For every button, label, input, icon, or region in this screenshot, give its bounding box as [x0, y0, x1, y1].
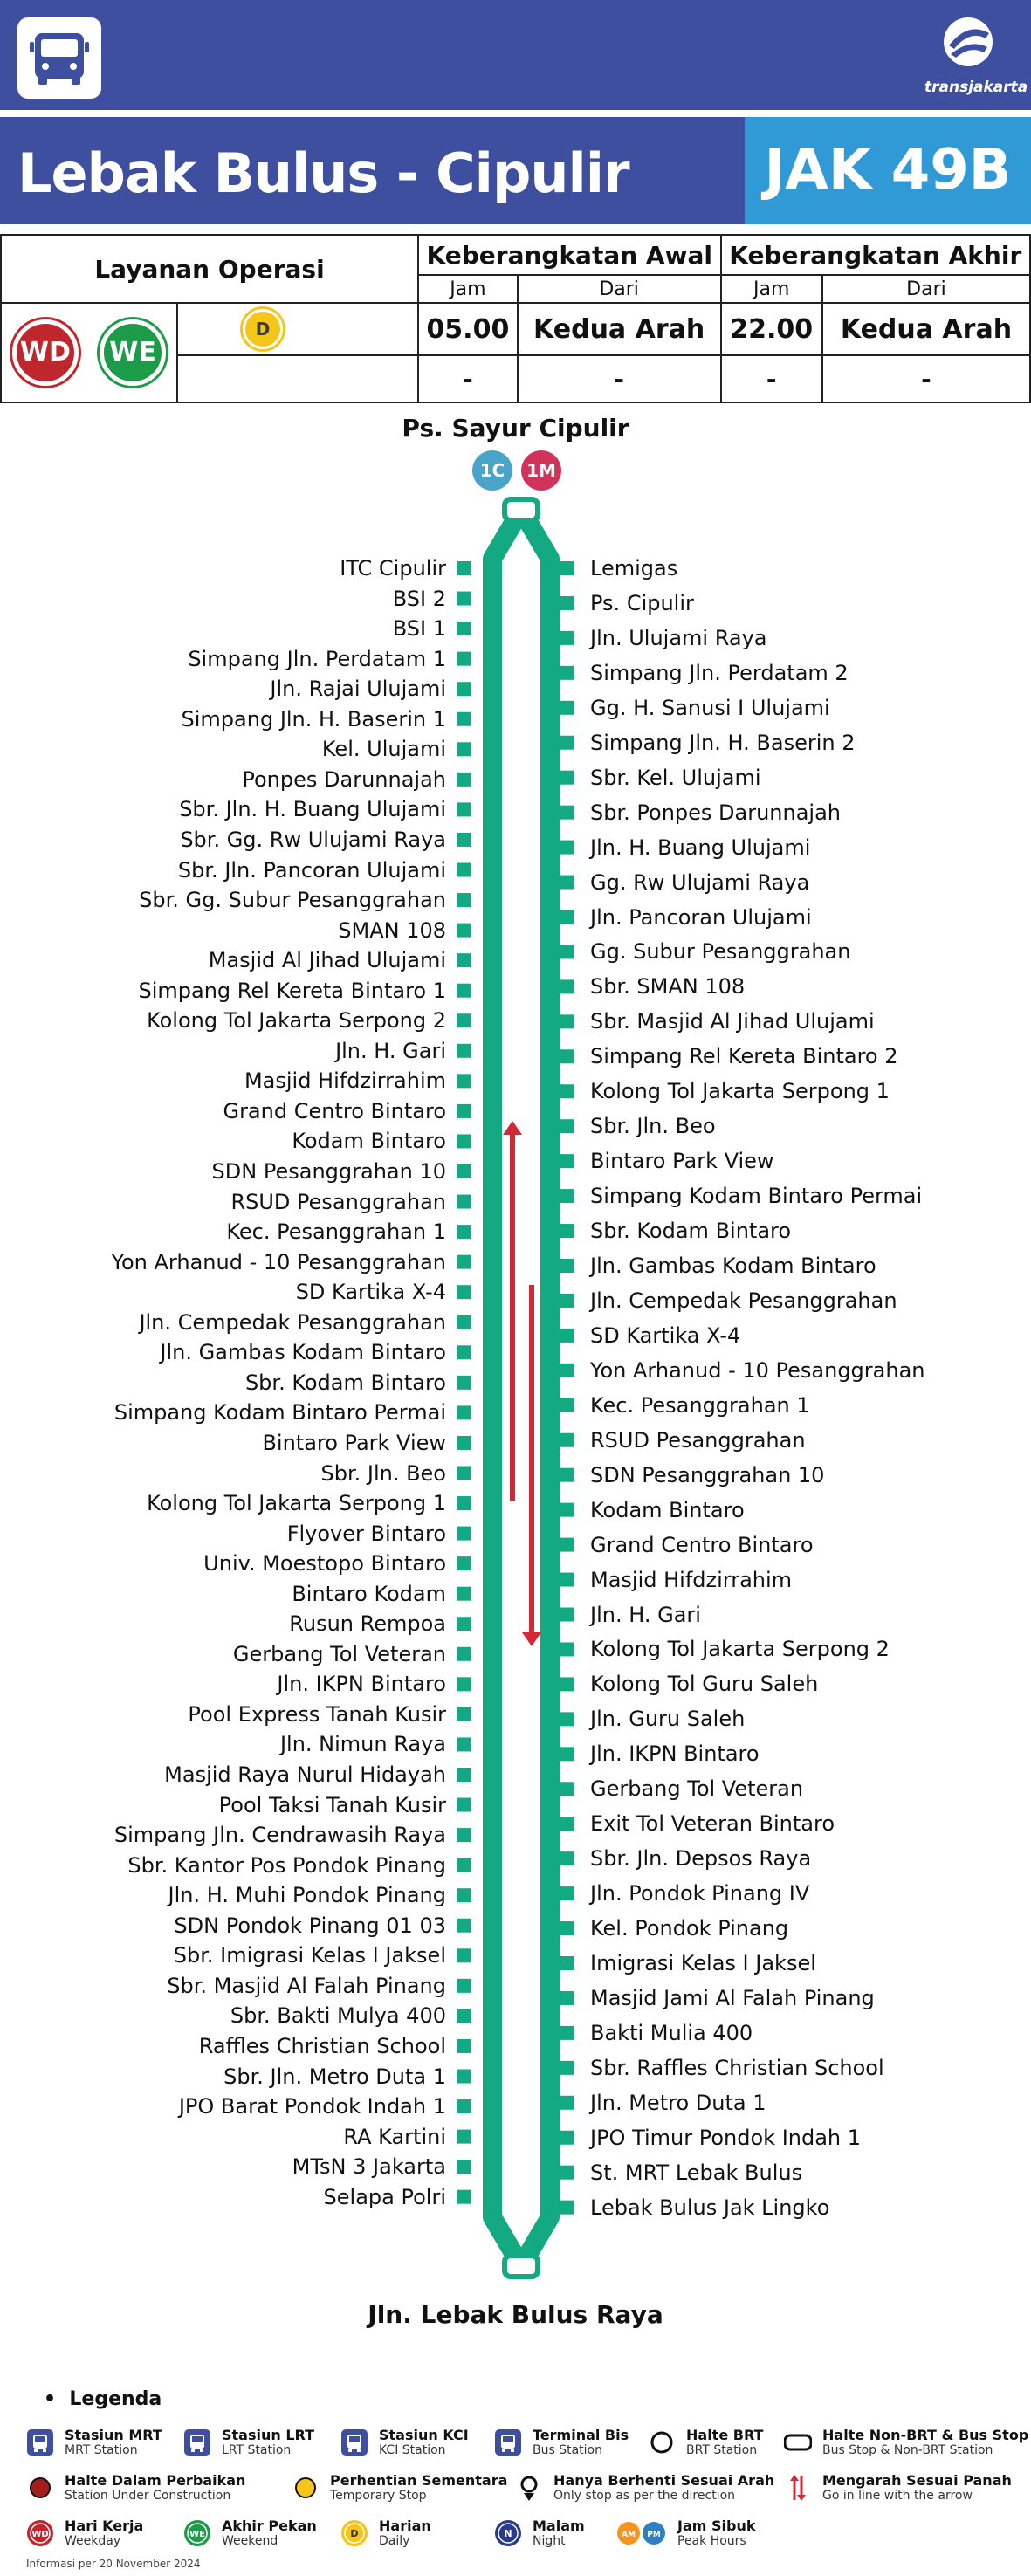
left-stop-marker: [457, 742, 471, 756]
right-stop-marker: [560, 1154, 574, 1168]
right-stop-marker: [560, 1817, 574, 1831]
left-stop: BSI 2: [392, 586, 446, 611]
left-stop-marker: [457, 984, 471, 998]
night-badge-icon: [494, 2519, 522, 2547]
right-stop-marker: [560, 1851, 574, 1865]
right-stop: Jln. Cempedak Pesanggrahan: [590, 1288, 897, 1313]
left-stop-marker: [457, 1345, 471, 1359]
directional-stop-icon: [515, 2474, 543, 2502]
left-stop-marker: [457, 2160, 471, 2174]
left-stop: Yon Arhanud - 10 Pesanggrahan: [111, 1249, 446, 1274]
left-stop-marker: [457, 1888, 471, 1902]
legend-item-subtitle: Weekday: [65, 2534, 121, 2548]
right-stop: Bakti Mulia 400: [590, 2020, 753, 2045]
right-stop: Jln. H. Gari: [590, 1602, 701, 1627]
left-stop-marker: [457, 682, 471, 696]
left-stop-marker: [457, 1527, 471, 1541]
right-stop-marker: [560, 1956, 574, 1970]
right-stop-marker: [560, 1747, 574, 1761]
left-stop: Kolong Tol Jakarta Serpong 1: [147, 1491, 446, 1516]
legend-item-title: Hanya Berhenti Sesuai Arah: [553, 2472, 775, 2489]
legend-item-title: Halte BRT: [686, 2427, 764, 2443]
right-stop-marker: [560, 1014, 574, 1028]
legend-item-subtitle: Bus Stop & Non-BRT Station: [822, 2443, 993, 2457]
weekend-badge-icon: WE: [100, 319, 166, 386]
right-stop: Simpang Jln. H. Baserin 2: [590, 730, 856, 755]
right-stop: Sbr. Jln. Depsos Raya: [590, 1846, 812, 1872]
left-stop: Sbr. Imigrasi Kelas I Jaksel: [173, 1943, 446, 1968]
right-stop: JPO Timur Pondok Indah 1: [590, 2125, 862, 2150]
right-stop-marker: [560, 1503, 574, 1517]
left-stop-marker: [457, 1737, 471, 1751]
first-jam-header: Jam: [418, 275, 518, 303]
right-stop-marker: [560, 1224, 574, 1238]
right-stop-marker: [560, 2166, 574, 2180]
direction-arrows-icon: [784, 2474, 812, 2502]
svg-text:WE: WE: [189, 2530, 205, 2539]
right-stop-marker: [560, 1329, 574, 1343]
legend-item-subtitle: Temporary Stop: [330, 2489, 427, 2503]
legend-item-subtitle: Bus Station: [533, 2443, 602, 2457]
left-stop: Masjid Raya Nurul Hidayah: [164, 1762, 446, 1787]
service-label: Layanan Operasi: [1, 235, 418, 303]
legend-item-subtitle: MRT Station: [65, 2443, 138, 2457]
top-terminal: Ps. Sayur Cipulir: [402, 414, 629, 443]
right-stop-marker: [560, 910, 574, 924]
left-stop: Simpang Rel Kereta Bintaro 1: [138, 978, 446, 1003]
left-stop: Sbr. Jln. Beo: [320, 1460, 446, 1486]
right-stop-marker: [560, 1712, 574, 1726]
legend-item-subtitle: Night: [533, 2534, 566, 2548]
left-stop: Kolong Tol Jakarta Serpong 2: [147, 1008, 446, 1034]
left-stop-marker: [457, 1164, 471, 1178]
temporary-stop-icon: [292, 2474, 320, 2502]
right-stop-marker: [560, 561, 574, 575]
left-stop-marker: [457, 2070, 471, 2084]
legend-item-subtitle: Station Under Construction: [65, 2489, 231, 2503]
left-stop: Jln. Gambas Kodam Bintaro: [160, 1340, 446, 1365]
right-stop-marker: [560, 2026, 574, 2040]
right-stop-marker: [560, 1049, 574, 1063]
right-stop-marker: [560, 1573, 574, 1587]
left-stop: Bintaro Park View: [262, 1430, 446, 1455]
right-stop-marker: [560, 1782, 574, 1796]
left-stop: Flyover Bintaro: [286, 1521, 446, 1546]
right-stop-marker: [560, 736, 574, 750]
right-stop: Sbr. Raffles Christian School: [590, 2055, 884, 2080]
right-stop: Kel. Pondok Pinang: [590, 1916, 789, 1941]
right-stop-marker: [560, 1433, 574, 1447]
left-stop-marker: [457, 1677, 471, 1691]
right-stop: Sbr. SMAN 108: [590, 974, 746, 999]
right-stop-marker: [560, 1189, 574, 1203]
legend-item-subtitle: BRT Station: [686, 2443, 758, 2457]
right-stop: Lebak Bulus Jak Lingko: [590, 2195, 830, 2220]
left-stop-marker: [457, 622, 471, 635]
left-stop: Sbr. Gg. Rw Ulujami Raya: [180, 827, 446, 852]
connection-badge-1c: 1C: [472, 450, 512, 491]
mrt-station-icon: [26, 2428, 54, 2456]
left-stop: Jln. Rajai Ulujami: [270, 677, 446, 702]
left-stop-marker: [457, 1587, 471, 1601]
left-stop: Jln. H. Gari: [335, 1038, 446, 1063]
right-stop: Sbr. Ponpes Darunnajah: [590, 800, 842, 825]
right-stop-marker: [560, 806, 574, 820]
legend-item-subtitle: Go in line with the arrow: [822, 2489, 973, 2503]
left-stop-marker: [457, 2099, 471, 2113]
top-terminal-marker: [505, 499, 538, 520]
left-stop-marker: [457, 1315, 471, 1329]
right-stop: Sbr. Kel. Ulujami: [590, 765, 761, 790]
right-stop-marker: [560, 2061, 574, 2075]
left-stop-marker: [457, 1496, 471, 1510]
last-time-2: -: [721, 355, 822, 402]
right-stop-marker: [560, 1921, 574, 1935]
right-stop-marker: [560, 945, 574, 958]
left-stop-marker: [457, 1134, 471, 1148]
first-from: Kedua Arah: [518, 303, 721, 355]
right-stop: Yon Arhanud - 10 Pesanggrahan: [590, 1357, 925, 1383]
right-stop: Kolong Tol Guru Saleh: [590, 1672, 819, 1697]
route-title: Lebak Bulus - Cipulir: [17, 141, 629, 205]
left-stop-marker: [457, 561, 471, 575]
right-stop: Jln. Gambas Kodam Bintaro: [590, 1254, 876, 1278]
left-stop: Sbr. Jln. Metro Duta 1: [223, 2064, 446, 2089]
left-stop-marker: [457, 652, 471, 666]
left-stop: Masjid Al Jihad Ulujami: [208, 948, 446, 973]
left-stop: SDN Pondok Pinang 01 03: [174, 1913, 446, 1938]
left-stop: Grand Centro Bintaro: [223, 1098, 446, 1123]
left-stop: Jln. H. Muhi Pondok Pinang: [168, 1883, 446, 1908]
right-stop: Exit Tol Veteran Bintaro: [590, 1811, 835, 1837]
left-stop: ITC Cipulir: [340, 556, 446, 580]
brt-stop-icon: [648, 2428, 676, 2456]
right-stop: Jln. IKPN Bintaro: [590, 1741, 760, 1767]
legend-item-title: Hari Kerja: [65, 2518, 144, 2534]
left-stop: Gerbang Tol Veteran: [232, 1641, 446, 1666]
left-stop-marker: [457, 592, 471, 606]
left-stop: Sbr. Masjid Al Falah Pinang: [167, 1973, 446, 1998]
connection-badge-1m: 1M: [521, 450, 561, 491]
footnote: Informasi per 20 November 2024: [26, 2558, 201, 2570]
right-stop-marker: [560, 1468, 574, 1482]
legend-item-title: Halte Dalam Perbaikan: [65, 2472, 246, 2489]
left-stop-marker: [457, 712, 471, 726]
left-stop-marker: [457, 1376, 471, 1390]
legend-item-subtitle: Weekend: [222, 2534, 278, 2548]
right-stop: Kolong Tol Jakarta Serpong 1: [590, 1079, 890, 1104]
left-stop: MTsN 3 Jakarta: [292, 2154, 446, 2180]
left-stop: Simpang Jln. H. Baserin 1: [181, 706, 446, 732]
legend-item-title: Akhir Pekan: [222, 2518, 317, 2534]
left-stop-marker: [457, 773, 471, 787]
left-stop-marker: [457, 1707, 471, 1721]
left-stop-marker: [457, 1919, 471, 1933]
right-stop-marker: [560, 1608, 574, 1622]
right-stop: RSUD Pesanggrahan: [590, 1427, 806, 1453]
left-stop-marker: [457, 1074, 471, 1088]
right-stop-marker: [560, 771, 574, 785]
right-stop-marker: [560, 1119, 574, 1133]
left-stop-marker: [457, 1104, 471, 1118]
left-stop: Sbr. Jln. Pancoran Ulujami: [177, 857, 446, 883]
last-jam-header: Jam: [721, 275, 822, 303]
left-stop: Kodam Bintaro: [292, 1129, 446, 1154]
left-stop: Kec. Pesanggrahan 1: [226, 1219, 446, 1245]
left-stop-marker: [457, 863, 471, 877]
svg-text:AM: AM: [622, 2531, 636, 2539]
weekend-badge-icon: [183, 2519, 211, 2547]
left-stop: Pool Taksi Tanah Kusir: [218, 1792, 446, 1817]
right-stop-marker: [560, 701, 574, 715]
left-stop-marker: [457, 1979, 471, 1993]
left-stop: Raffles Christian School: [198, 2033, 446, 2058]
right-stop: Jln. Pondok Pinang IV: [590, 1881, 810, 1906]
right-stop: Ps. Cipulir: [590, 590, 694, 615]
legend-item-subtitle: KCI Station: [379, 2443, 446, 2457]
left-stop: JPO Barat Pondok Indah 1: [178, 2094, 446, 2119]
right-stop-marker: [560, 1886, 574, 1900]
left-stop: SMAN 108: [338, 917, 446, 943]
right-stop: St. MRT Lebak Bulus: [590, 2160, 803, 2185]
legend-item-title: Malam: [533, 2518, 585, 2534]
left-stop: Jln. Nimun Raya: [279, 1732, 446, 1757]
lrt-station-icon: [183, 2428, 211, 2456]
right-stop: Gg. Subur Pesanggrahan: [590, 939, 851, 965]
right-stop: Jln. H. Buang Ulujami: [590, 835, 811, 860]
left-stop: Rusun Rempoa: [289, 1611, 446, 1637]
right-stop-marker: [560, 2096, 574, 2110]
right-stop: Simpang Jln. Perdatam 2: [590, 660, 849, 685]
right-stop: Masjid Jami Al Falah Pinang: [590, 1985, 875, 2010]
right-stop: Kodam Bintaro: [590, 1497, 745, 1522]
right-stop-marker: [560, 631, 574, 645]
daily-badge-icon: D: [243, 309, 283, 349]
right-stop: Simpang Kodam Bintaro Permai: [590, 1184, 923, 1209]
left-stop: SDN Pesanggrahan 10: [211, 1159, 446, 1184]
left-stop: Sbr. Kantor Pos Pondok Pinang: [127, 1852, 446, 1878]
last-from-2: -: [822, 355, 1030, 402]
legend-item-title: Halte Non-BRT & Bus Stop: [822, 2427, 1029, 2443]
right-stop-marker: [560, 1642, 574, 1656]
right-stop: Gg. H. Sanusi I Ulujami: [590, 695, 830, 720]
right-stop-marker: [560, 1259, 574, 1273]
left-stop: Univ. Moestopo Bintaro: [203, 1551, 446, 1577]
left-stop: Masjid Hifdzirrahim: [244, 1068, 446, 1094]
left-stop-marker: [457, 1768, 471, 1782]
left-stop-marker: [457, 1436, 471, 1450]
peak-hours-badge-icon: [616, 2519, 669, 2547]
left-stop-marker: [457, 2190, 471, 2204]
left-stop: Jln. IKPN Bintaro: [277, 1672, 446, 1697]
left-stop-marker: [457, 953, 471, 967]
weekday-badge-icon: [26, 2519, 54, 2547]
right-stop-marker: [560, 841, 574, 855]
left-stop-marker: [457, 1647, 471, 1661]
left-stop-marker: [457, 1225, 471, 1239]
bottom-terminal-marker: [505, 2256, 538, 2277]
left-stop: Kel. Ulujami: [321, 737, 446, 762]
first-dari-header: Dari: [518, 275, 721, 303]
last-dari-header: Dari: [822, 275, 1030, 303]
legend-item-subtitle: Daily: [379, 2534, 410, 2548]
svg-text:N: N: [504, 2528, 512, 2539]
left-stop: RSUD Pesanggrahan: [230, 1189, 446, 1214]
left-stop: Sbr. Gg. Subur Pesanggrahan: [139, 888, 446, 913]
bottom-terminal: Jln. Lebak Bulus Raya: [368, 2300, 663, 2329]
right-stop: Kec. Pesanggrahan 1: [590, 1392, 810, 1418]
kci-station-icon: [340, 2428, 368, 2456]
weekday-badge-icon: WD: [12, 319, 79, 386]
left-stop-marker: [457, 2130, 471, 2144]
first-from-2: -: [518, 355, 721, 402]
right-stop-marker: [560, 1294, 574, 1308]
svg-text:WD: WD: [31, 2530, 49, 2539]
right-stop: Kolong Tol Jakarta Serpong 2: [590, 1637, 890, 1662]
right-stop-marker: [560, 1398, 574, 1412]
right-stop-marker: [560, 2131, 574, 2145]
left-stop-marker: [457, 2009, 471, 2023]
left-stop: Sbr. Jln. H. Buang Ulujami: [179, 797, 446, 822]
left-stop-marker: [457, 1798, 471, 1812]
svg-text:D: D: [350, 2528, 359, 2539]
left-stop-marker: [457, 1195, 471, 1209]
left-stop: Selapa Polri: [323, 2184, 446, 2209]
first-time-2: -: [418, 355, 518, 402]
first-departure-header: Keberangkatan Awal: [418, 235, 721, 275]
legend-item-title: Terminal Bis: [533, 2427, 629, 2443]
right-stop-marker: [560, 1677, 574, 1691]
station-construction-icon: [26, 2474, 54, 2502]
right-stop: Gerbang Tol Veteran: [590, 1776, 804, 1802]
legend-item-title: Mengarah Sesuai Panah: [822, 2472, 1012, 2489]
right-stop-marker: [560, 1364, 574, 1377]
left-stop: Simpang Jln. Cendrawasih Raya: [113, 1823, 446, 1848]
right-stop-marker: [560, 1991, 574, 2005]
right-stop-marker: [560, 2201, 574, 2215]
left-stop-marker: [457, 1285, 471, 1299]
right-stop-marker: [560, 666, 574, 680]
direction-arrows-icon: [503, 1121, 541, 1646]
left-stop: Pool Express Tanah Kusir: [188, 1701, 446, 1727]
left-stop: RA Kartini: [343, 2124, 446, 2149]
right-stop: Jln. Ulujami Raya: [590, 625, 767, 650]
legend-item-subtitle: Peak Hours: [677, 2534, 746, 2548]
right-stop: Jln. Metro Duta 1: [590, 2090, 766, 2115]
svg-text:PM: PM: [647, 2531, 661, 2539]
legend-item-title: Stasiun MRT: [65, 2427, 162, 2443]
right-stop: Lemigas: [590, 556, 678, 580]
left-stop-marker: [457, 1044, 471, 1058]
right-stop-marker: [560, 979, 574, 993]
left-stop-marker: [457, 1255, 471, 1269]
right-stop: Masjid Hifdzirrahim: [590, 1567, 793, 1592]
first-time: 05.00: [418, 303, 518, 355]
left-stop: Bintaro Kodam: [292, 1581, 446, 1606]
non-brt-stop-icon: [784, 2428, 812, 2456]
right-stop: Gg. Rw Ulujami Raya: [590, 869, 810, 895]
legend-item-subtitle: Only stop as per the direction: [553, 2489, 736, 2503]
left-stop-marker: [457, 893, 471, 907]
legend-item-title: Perhentian Sementara: [330, 2472, 508, 2489]
left-stop: Ponpes Darunnajah: [242, 766, 446, 792]
right-stop: Grand Centro Bintaro: [590, 1532, 814, 1557]
legend-title: • Legenda: [44, 2388, 162, 2410]
right-stop-marker: [560, 876, 574, 890]
left-stop-marker: [457, 1556, 471, 1570]
right-stop: Jln. Guru Saleh: [590, 1707, 746, 1732]
left-stop-marker: [457, 1828, 471, 1842]
legend-item-title: Stasiun KCI: [379, 2427, 469, 2443]
left-stop-marker: [457, 1948, 471, 1962]
right-stop: Simpang Rel Kereta Bintaro 2: [590, 1044, 898, 1069]
right-stop: Bintaro Park View: [590, 1149, 774, 1174]
daily-badge-icon: [340, 2519, 368, 2547]
left-stop-marker: [457, 2039, 471, 2053]
right-stop: SDN Pesanggrahan 10: [590, 1462, 825, 1487]
left-stop: Sbr. Kodam Bintaro: [244, 1370, 446, 1395]
last-time: 22.00: [721, 303, 822, 355]
legend-item-title: Jam Sibuk: [677, 2518, 756, 2534]
right-stop: Sbr. Kodam Bintaro: [590, 1219, 792, 1244]
right-stop-marker: [560, 1538, 574, 1552]
right-stop-marker: [560, 1084, 574, 1098]
left-stop: Simpang Kodam Bintaro Permai: [113, 1400, 446, 1425]
right-stop: Jln. Pancoran Ulujami: [590, 904, 812, 930]
left-stop: Simpang Jln. Perdatam 1: [188, 646, 446, 671]
left-stop: BSI 1: [392, 616, 446, 642]
left-stop: Sbr. Bakti Mulya 400: [230, 2003, 446, 2029]
left-stop-marker: [457, 924, 471, 938]
legend-item-title: Harian: [379, 2518, 431, 2534]
left-stop-marker: [457, 802, 471, 816]
left-stop-marker: [457, 1617, 471, 1631]
legend-item-title: Stasiun LRT: [222, 2427, 315, 2443]
right-stop-marker: [560, 596, 574, 610]
right-stop: SD Kartika X-4: [590, 1322, 741, 1348]
last-from: Kedua Arah: [822, 303, 1030, 355]
right-stop: Sbr. Jln. Beo: [590, 1114, 716, 1139]
left-stop-marker: [457, 833, 471, 847]
brand-name: transjakarta: [924, 79, 1028, 96]
bus-terminal-icon: [494, 2428, 522, 2456]
left-stop: SD Kartika X-4: [295, 1280, 446, 1305]
left-stop-marker: [457, 1013, 471, 1027]
left-stop-marker: [457, 1858, 471, 1872]
route-code: JAK 49B: [764, 138, 1012, 203]
right-stop: Sbr. Masjid Al Jihad Ulujami: [590, 1009, 875, 1034]
left-stop-marker: [457, 1467, 471, 1480]
last-departure-header: Keberangkatan Akhir: [721, 235, 1031, 275]
right-stop: Imigrasi Kelas I Jaksel: [590, 1951, 816, 1975]
left-stop: Jln. Cempedak Pesanggrahan: [139, 1309, 446, 1335]
legend-item-subtitle: LRT Station: [222, 2443, 292, 2457]
left-stop-marker: [457, 1405, 471, 1419]
